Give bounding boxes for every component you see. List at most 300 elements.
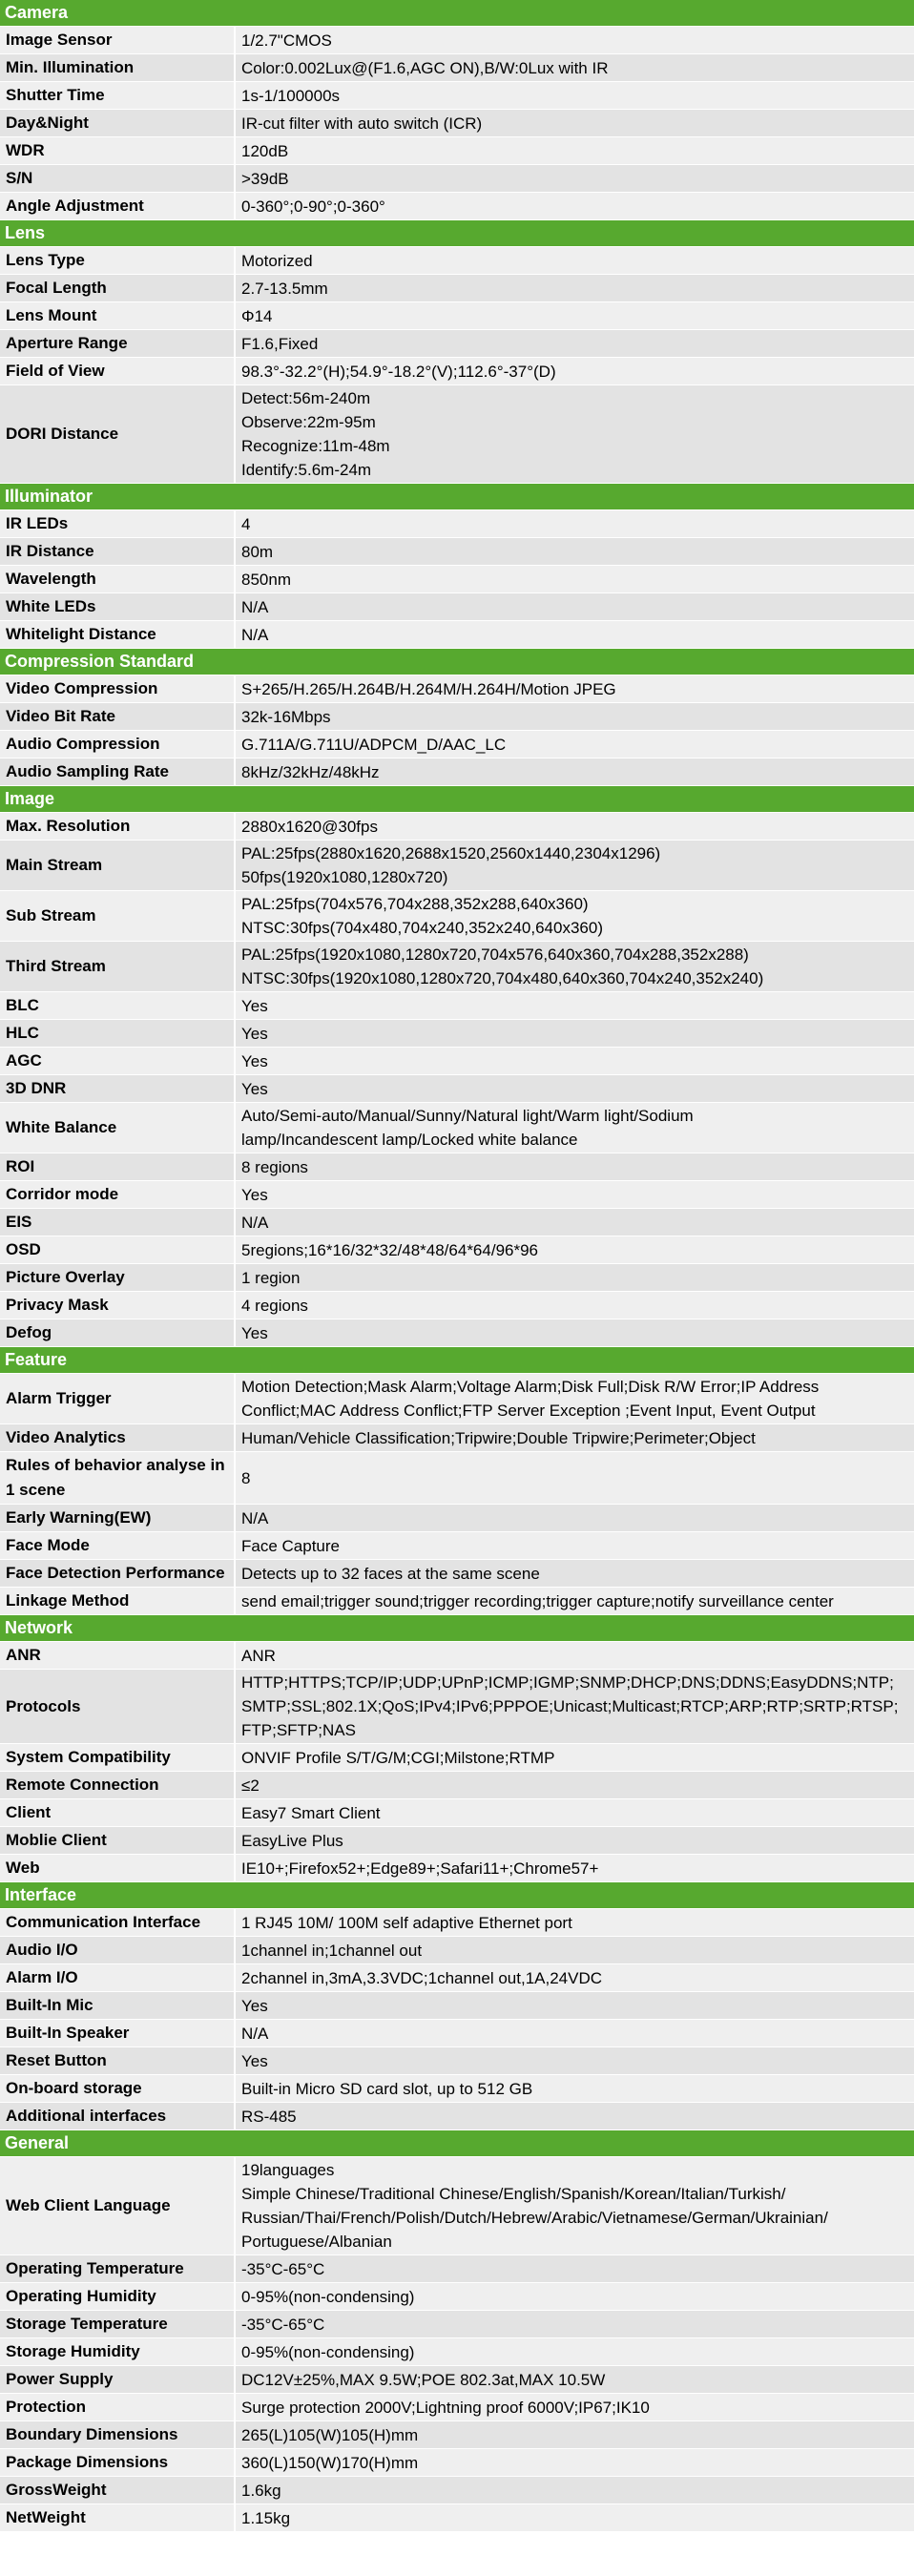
- section-header-illuminator: [0, 484, 914, 510]
- spec-label: EIS: [0, 1209, 235, 1236]
- spec-label: Moblie Client: [0, 1827, 235, 1855]
- spec-label: Audio Sampling Rate: [0, 758, 235, 786]
- section-header-camera: [0, 0, 914, 27]
- spec-value-line: 8 regions: [241, 1157, 308, 1176]
- spec-label: NetWeight: [0, 2504, 235, 2532]
- spec-value: [235, 566, 914, 593]
- spec-value: [235, 1075, 914, 1103]
- spec-value-line: >39dB: [241, 169, 289, 188]
- spec-value: [235, 1588, 914, 1615]
- spec-value-line: ANR: [241, 1646, 276, 1665]
- spec-label: ROI: [0, 1153, 235, 1181]
- spec-row: [0, 813, 914, 841]
- spec-label: Storage Humidity: [0, 2338, 235, 2366]
- spec-label: Field of View: [0, 358, 235, 385]
- spec-label: GrossWeight: [0, 2477, 235, 2504]
- spec-row: [0, 1181, 914, 1209]
- spec-value: [235, 942, 914, 992]
- spec-value-line: 8kHz/32kHz/48kHz: [241, 762, 380, 781]
- spec-label: Aperture Range: [0, 330, 235, 358]
- spec-row: [0, 1992, 914, 2020]
- spec-value: [235, 1209, 914, 1236]
- spec-value: [235, 703, 914, 731]
- spec-row: [0, 2020, 914, 2047]
- spec-row: [0, 2047, 914, 2075]
- spec-label: Lens Mount: [0, 302, 235, 330]
- spec-value: [235, 2504, 914, 2532]
- spec-label: Defog: [0, 1319, 235, 1347]
- spec-label: DORI Distance: [0, 385, 235, 484]
- spec-value-line: Russian/Thai/French/Polish/Dutch/Hebrew/Arabic/Vietnamese/German/Ukrainian/: [241, 2209, 828, 2227]
- spec-row: [0, 27, 914, 54]
- spec-value: [235, 1236, 914, 1264]
- spec-row: [0, 2075, 914, 2103]
- spec-value: [235, 731, 914, 758]
- spec-label: Remote Connection: [0, 1772, 235, 1799]
- spec-value-line: HTTP;HTTPS;TCP/IP;UDP;UPnP;ICMP;IGMP;SNMP;DHCP;DNS;DDNS;EasyDDNS;NTP;: [241, 1673, 894, 1692]
- spec-label: Video Bit Rate: [0, 703, 235, 731]
- spec-value-line: 1 RJ45 10M/ 100M self adaptive Ethernet port: [241, 1913, 572, 1932]
- spec-label: On-board storage: [0, 2075, 235, 2103]
- section-header-compression-standard: [0, 649, 914, 675]
- section-title: Feature: [0, 1347, 914, 1374]
- spec-row: [0, 510, 914, 538]
- spec-value-line: 50fps(1920x1080,1280x720): [241, 868, 448, 886]
- spec-value: [235, 358, 914, 385]
- spec-label: Audio Compression: [0, 731, 235, 758]
- spec-value: [235, 2283, 914, 2311]
- spec-value: [235, 841, 914, 891]
- spec-value-line: 4 regions: [241, 1296, 308, 1315]
- spec-row: [0, 1505, 914, 1532]
- spec-value-line: Face Capture: [241, 1536, 340, 1555]
- spec-row: [0, 1209, 914, 1236]
- spec-row: [0, 1799, 914, 1827]
- spec-label: Protection: [0, 2394, 235, 2421]
- section-title: Camera: [0, 0, 914, 27]
- section-header-lens: [0, 220, 914, 247]
- spec-value: [235, 1772, 914, 1799]
- spec-label: Main Stream: [0, 841, 235, 891]
- spec-row: [0, 247, 914, 275]
- spec-label: BLC: [0, 992, 235, 1020]
- spec-value-line: 98.3°-32.2°(H);54.9°-18.2°(V);112.6°-37°(D): [241, 362, 556, 381]
- spec-value: [235, 538, 914, 566]
- spec-value: [235, 1424, 914, 1452]
- spec-value-line: Conflict;MAC Address Conflict;FTP Server Exception ;Event Input, Event Output: [241, 1402, 816, 1420]
- spec-value-line: 1s-1/100000s: [241, 86, 341, 105]
- spec-label: Operating Humidity: [0, 2283, 235, 2311]
- spec-row: [0, 992, 914, 1020]
- spec-value-line: NTSC:30fps(704x480,704x240,352x240,640x360): [241, 919, 603, 937]
- spec-value: [235, 1799, 914, 1827]
- spec-row: [0, 2311, 914, 2338]
- spec-row: [0, 54, 914, 82]
- spec-value-line: 2880x1620@30fps: [241, 817, 378, 836]
- spec-value-line: 265(L)105(W)105(H)mm: [241, 2425, 419, 2444]
- spec-row: [0, 1103, 914, 1153]
- spec-value: [235, 1264, 914, 1292]
- section-header-image: [0, 786, 914, 813]
- spec-label: Built-In Speaker: [0, 2020, 235, 2047]
- spec-value-line: 1.6kg: [241, 2481, 281, 2500]
- spec-row: [0, 731, 914, 758]
- spec-row: [0, 1909, 914, 1937]
- spec-row: [0, 1560, 914, 1588]
- spec-value: [235, 1452, 914, 1505]
- spec-label: Day&Night: [0, 110, 235, 137]
- spec-value: [235, 2477, 914, 2504]
- spec-label: Max. Resolution: [0, 813, 235, 841]
- spec-value: [235, 1181, 914, 1209]
- spec-row: [0, 593, 914, 621]
- spec-value-line: Yes: [241, 1024, 268, 1043]
- spec-row: [0, 621, 914, 649]
- spec-value: [235, 1560, 914, 1588]
- spec-label: Video Compression: [0, 675, 235, 703]
- spec-label: Image Sensor: [0, 27, 235, 54]
- spec-value: [235, 2103, 914, 2130]
- section-header-general: [0, 2130, 914, 2157]
- spec-value: [235, 2338, 914, 2366]
- spec-value: [235, 1319, 914, 1347]
- spec-label: Face Detection Performance: [0, 1560, 235, 1588]
- spec-value: [235, 675, 914, 703]
- spec-value: [235, 1670, 914, 1744]
- spec-value-line: 0-360°;0-90°;0-360°: [241, 197, 385, 216]
- spec-row: [0, 1827, 914, 1855]
- spec-value-line: Detect:56m-240m: [241, 389, 371, 407]
- spec-value-line: -35°C-65°C: [241, 2259, 325, 2278]
- spec-row: [0, 538, 914, 566]
- spec-value-line: Yes: [241, 1323, 268, 1342]
- spec-label: Communication Interface: [0, 1909, 235, 1937]
- spec-value: [235, 1855, 914, 1882]
- spec-label: Whitelight Distance: [0, 621, 235, 649]
- spec-value: [235, 1642, 914, 1670]
- spec-label: Focal Length: [0, 275, 235, 302]
- spec-value-line: 2channel in,3mA,3.3VDC;1channel out,1A,24VDC: [241, 1968, 603, 1987]
- section-title: Interface: [0, 1882, 914, 1909]
- spec-row: [0, 1642, 914, 1670]
- spec-label: Rules of behavior analyse in 1 scene: [0, 1452, 235, 1505]
- spec-value: [235, 2157, 914, 2255]
- spec-value-line: N/A: [241, 1213, 269, 1232]
- spec-value-line: 0-95%(non-condensing): [241, 2287, 415, 2306]
- spec-value: [235, 302, 914, 330]
- spec-label: Angle Adjustment: [0, 193, 235, 220]
- spec-value: [235, 193, 914, 220]
- spec-value-line: 120dB: [241, 141, 289, 160]
- spec-value: [235, 1048, 914, 1075]
- spec-value: [235, 2394, 914, 2421]
- spec-value: [235, 110, 914, 137]
- section-header-network: [0, 1615, 914, 1642]
- spec-row: [0, 82, 914, 110]
- spec-row: [0, 358, 914, 385]
- spec-value: [235, 2366, 914, 2394]
- spec-value-line: Auto/Semi-auto/Manual/Sunny/Natural light/Warm light/Sodium: [241, 1107, 694, 1125]
- spec-value-line: PAL:25fps(1920x1080,1280x720,704x576,640x360,704x288,352x288): [241, 945, 749, 964]
- spec-value-line: Yes: [241, 996, 268, 1015]
- spec-value: [235, 1532, 914, 1560]
- spec-value-line: Yes: [241, 2051, 268, 2070]
- spec-label: Wavelength: [0, 566, 235, 593]
- spec-row: [0, 330, 914, 358]
- spec-row: [0, 275, 914, 302]
- spec-label: Additional interfaces: [0, 2103, 235, 2130]
- spec-row: [0, 1964, 914, 1992]
- spec-label: Corridor mode: [0, 1181, 235, 1209]
- spec-row: [0, 1374, 914, 1424]
- spec-row: [0, 1424, 914, 1452]
- spec-label: AGC: [0, 1048, 235, 1075]
- spec-label: System Compatibility: [0, 1744, 235, 1772]
- spec-row: [0, 758, 914, 786]
- spec-value-line: -35°C-65°C: [241, 2315, 325, 2334]
- spec-value-line: 19languages: [241, 2161, 335, 2179]
- spec-value-line: Detects up to 32 faces at the same scene: [241, 1564, 540, 1583]
- spec-value: [235, 1937, 914, 1964]
- spec-row: [0, 1855, 914, 1882]
- spec-value-line: 80m: [241, 542, 274, 561]
- spec-value-line: Yes: [241, 1996, 268, 2015]
- spec-label: Web: [0, 1855, 235, 1882]
- spec-label: Alarm Trigger: [0, 1374, 235, 1424]
- spec-value-line: 32k-16Mbps: [241, 707, 331, 726]
- spec-row: [0, 1236, 914, 1264]
- spec-value-line: Motion Detection;Mask Alarm;Voltage Alarm;Disk Full;Disk R/W Error;IP Address: [241, 1378, 820, 1396]
- spec-row: [0, 1588, 914, 1615]
- spec-value-line: Motorized: [241, 251, 313, 270]
- spec-value: [235, 1744, 914, 1772]
- spec-label: ANR: [0, 1642, 235, 1670]
- spec-label: Web Client Language: [0, 2157, 235, 2255]
- spec-value: [235, 510, 914, 538]
- section-title: Compression Standard: [0, 649, 914, 675]
- spec-row: [0, 2421, 914, 2449]
- spec-value-line: Observe:22m-95m: [241, 413, 376, 431]
- spec-row: [0, 385, 914, 484]
- spec-label: Reset Button: [0, 2047, 235, 2075]
- section-header-feature: [0, 1347, 914, 1374]
- spec-label: S/N: [0, 165, 235, 193]
- spec-row: [0, 1292, 914, 1319]
- spec-row: [0, 110, 914, 137]
- spec-label: Client: [0, 1799, 235, 1827]
- spec-label: Picture Overlay: [0, 1264, 235, 1292]
- spec-label: Boundary Dimensions: [0, 2421, 235, 2449]
- spec-value: [235, 758, 914, 786]
- spec-value: [235, 2421, 914, 2449]
- section-title: Image: [0, 786, 914, 813]
- spec-value: [235, 1103, 914, 1153]
- spec-row: [0, 1048, 914, 1075]
- spec-value: [235, 1909, 914, 1937]
- spec-row: [0, 891, 914, 942]
- spec-value-line: 1/2.7"CMOS: [241, 31, 332, 50]
- spec-row: [0, 2338, 914, 2366]
- spec-row: [0, 2255, 914, 2283]
- section-header-interface: [0, 1882, 914, 1909]
- spec-value-line: N/A: [241, 1508, 269, 1527]
- spec-value: [235, 275, 914, 302]
- spec-row: [0, 675, 914, 703]
- spec-value: [235, 1992, 914, 2020]
- spec-value-line: Yes: [241, 1185, 268, 1204]
- spec-value-line: 2.7-13.5mm: [241, 279, 328, 298]
- spec-label: WDR: [0, 137, 235, 165]
- spec-value: [235, 813, 914, 841]
- spec-value-line: ≤2: [241, 1776, 260, 1795]
- spec-value-line: RS-485: [241, 2107, 297, 2126]
- spec-row: [0, 1744, 914, 1772]
- spec-row: [0, 2103, 914, 2130]
- spec-label: Package Dimensions: [0, 2449, 235, 2477]
- spec-value-line: N/A: [241, 597, 269, 616]
- spec-label: OSD: [0, 1236, 235, 1264]
- spec-value: [235, 165, 914, 193]
- spec-value-line: Color:0.002Lux@(F1.6,AGC ON),B/W:0Lux with IR: [241, 58, 609, 77]
- spec-value: [235, 2311, 914, 2338]
- spec-value: [235, 385, 914, 484]
- spec-row: [0, 2366, 914, 2394]
- spec-label: Third Stream: [0, 942, 235, 992]
- spec-value-line: Φ14: [241, 306, 273, 325]
- spec-row: [0, 1452, 914, 1505]
- spec-value-line: SMTP;SSL;802.1X;QoS;IPv4;IPv6;PPPOE;Unicast;Multicast;RTCP;ARP;RTP;SRTP;RTSP;: [241, 1697, 899, 1715]
- spec-value: [235, 1374, 914, 1424]
- spec-value-line: 4: [241, 514, 251, 533]
- spec-value-line: 850nm: [241, 570, 291, 589]
- spec-value-line: Easy7 Smart Client: [241, 1803, 381, 1822]
- spec-value-line: S+265/H.265/H.264B/H.264M/H.264H/Motion JPEG: [241, 679, 616, 698]
- spec-value: [235, 2075, 914, 2103]
- spec-label: IR LEDs: [0, 510, 235, 538]
- spec-value: [235, 1827, 914, 1855]
- spec-value-line: PAL:25fps(2880x1620,2688x1520,2560x1440,2304x1296): [241, 844, 661, 862]
- spec-value-line: F1.6,Fixed: [241, 334, 319, 353]
- spec-value: [235, 992, 914, 1020]
- spec-row: [0, 2504, 914, 2532]
- spec-row: [0, 137, 914, 165]
- spec-row: [0, 566, 914, 593]
- spec-value-line: Recognize:11m-48m: [241, 437, 390, 455]
- section-title: Network: [0, 1615, 914, 1642]
- spec-row: [0, 841, 914, 891]
- spec-row: [0, 942, 914, 992]
- spec-label: Video Analytics: [0, 1424, 235, 1452]
- spec-label: Built-In Mic: [0, 1992, 235, 2020]
- spec-row: [0, 703, 914, 731]
- spec-value: [235, 247, 914, 275]
- spec-value-line: Simple Chinese/Traditional Chinese/English/Spanish/Korean/Italian/Turkish/: [241, 2185, 786, 2203]
- spec-value-line: 1channel in;1channel out: [241, 1941, 423, 1960]
- spec-value-line: N/A: [241, 625, 269, 644]
- spec-value-line: PAL:25fps(704x576,704x288,352x288,640x360): [241, 895, 589, 913]
- spec-value-line: Yes: [241, 1051, 268, 1070]
- spec-value-line: 5regions;16*16/32*32/48*48/64*64/96*96: [241, 1240, 538, 1259]
- spec-row: [0, 1532, 914, 1560]
- spec-value: [235, 2255, 914, 2283]
- spec-value-line: lamp/Incandescent lamp/Locked white balance: [241, 1131, 578, 1149]
- spec-value-line: Built-in Micro SD card slot, up to 512 GB: [241, 2079, 533, 2098]
- spec-label: Linkage Method: [0, 1588, 235, 1615]
- spec-label: White LEDs: [0, 593, 235, 621]
- spec-label: Protocols: [0, 1670, 235, 1744]
- spec-row: [0, 1264, 914, 1292]
- spec-value: [235, 891, 914, 942]
- spec-value: [235, 137, 914, 165]
- spec-value-line: IE10+;Firefox52+;Edge89+;Safari11+;Chrome57+: [241, 1859, 599, 1878]
- spec-label: HLC: [0, 1020, 235, 1048]
- spec-value: [235, 2449, 914, 2477]
- spec-row: [0, 1937, 914, 1964]
- spec-value-line: IR-cut filter with auto switch (ICR): [241, 114, 483, 133]
- spec-row: [0, 302, 914, 330]
- spec-label: White Balance: [0, 1103, 235, 1153]
- spec-value: [235, 1505, 914, 1532]
- spec-value-line: 8: [241, 1468, 251, 1487]
- spec-value-line: 1 region: [241, 1268, 301, 1287]
- spec-label: IR Distance: [0, 538, 235, 566]
- spec-value: [235, 54, 914, 82]
- spec-row: [0, 1319, 914, 1347]
- spec-row: [0, 2449, 914, 2477]
- spec-value: [235, 1020, 914, 1048]
- spec-value-line: NTSC:30fps(1920x1080,1280x720,704x480,640x360,704x240,352x240): [241, 969, 764, 987]
- spec-value-line: G.711A/G.711U/ADPCM_D/AAC_LC: [241, 735, 507, 754]
- spec-value: [235, 1292, 914, 1319]
- spec-row: [0, 193, 914, 220]
- spec-row: [0, 1772, 914, 1799]
- section-title: Illuminator: [0, 484, 914, 510]
- spec-row: [0, 2157, 914, 2255]
- spec-label: Shutter Time: [0, 82, 235, 110]
- section-title: Lens: [0, 220, 914, 247]
- spec-row: [0, 1670, 914, 1744]
- spec-value-line: 360(L)150(W)170(H)mm: [241, 2453, 419, 2472]
- spec-row: [0, 2477, 914, 2504]
- spec-value: [235, 82, 914, 110]
- spec-row: [0, 165, 914, 193]
- spec-label: Storage Temperature: [0, 2311, 235, 2338]
- spec-value-line: 0-95%(non-condensing): [241, 2342, 415, 2361]
- spec-value-line: 1.15kg: [241, 2508, 291, 2527]
- spec-value: [235, 621, 914, 649]
- spec-row: [0, 1020, 914, 1048]
- spec-value-line: FTP;SFTP;NAS: [241, 1721, 356, 1739]
- spec-value-line: Identify:5.6m-24m: [241, 461, 372, 479]
- section-title: General: [0, 2130, 914, 2157]
- spec-row: [0, 2394, 914, 2421]
- spec-value-line: DC12V±25%,MAX 9.5W;POE 802.3at,MAX 10.5W: [241, 2370, 606, 2389]
- spec-value-line: N/A: [241, 2024, 269, 2043]
- spec-value-line: Portuguese/Albanian: [241, 2233, 392, 2251]
- spec-label: Lens Type: [0, 247, 235, 275]
- spec-label: Operating Temperature: [0, 2255, 235, 2283]
- spec-value-line: ONVIF Profile S/T/G/M;CGI;Milstone;RTMP: [241, 1748, 555, 1767]
- spec-value: [235, 1964, 914, 1992]
- spec-value-line: Surge protection 2000V;Lightning proof 6000V;IP67;IK10: [241, 2398, 650, 2417]
- spec-label: Sub Stream: [0, 891, 235, 942]
- spec-label: Face Mode: [0, 1532, 235, 1560]
- spec-value: [235, 2020, 914, 2047]
- spec-label: 3D DNR: [0, 1075, 235, 1103]
- spec-value: [235, 27, 914, 54]
- spec-row: [0, 1075, 914, 1103]
- spec-label: Alarm I/O: [0, 1964, 235, 1992]
